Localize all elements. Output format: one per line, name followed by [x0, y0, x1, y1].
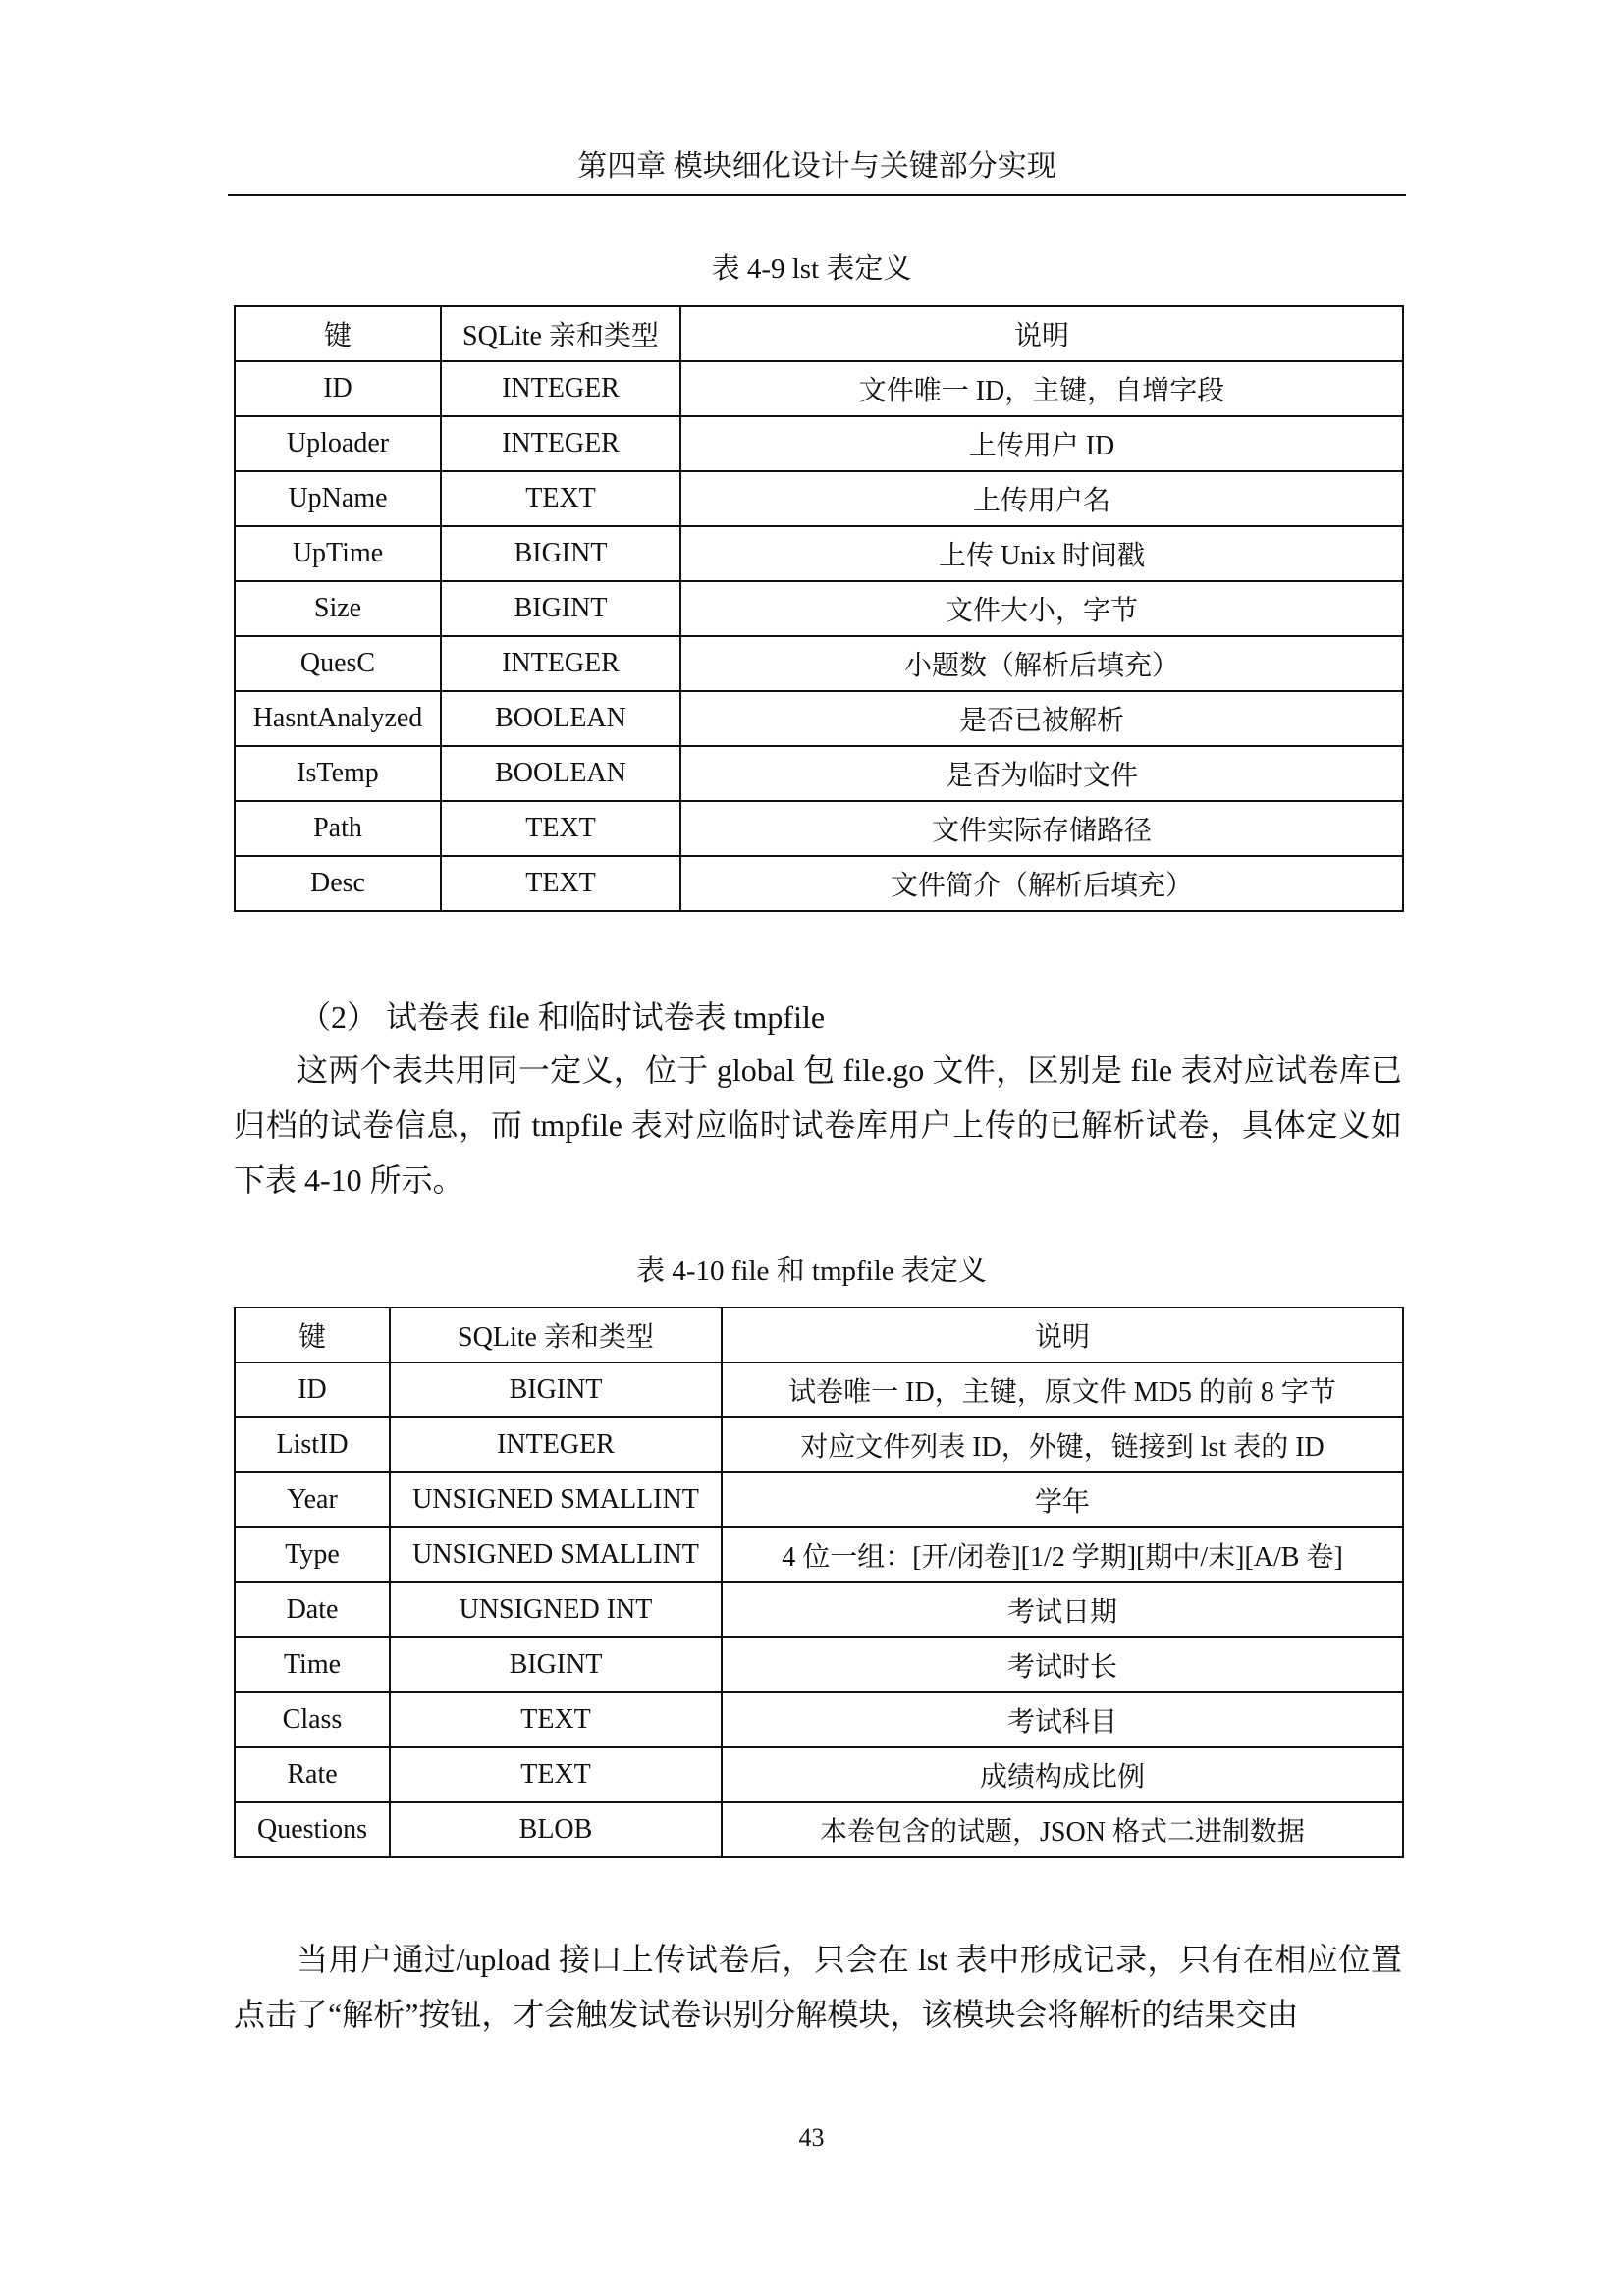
description-cell: 对应文件列表 ID，外键，链接到 lst 表的 ID — [722, 1417, 1403, 1472]
type-cell: INTEGER — [441, 416, 680, 471]
key-cell: Type — [235, 1527, 390, 1582]
type-cell: TEXT — [390, 1747, 722, 1802]
section-heading: （2） 试卷表 file 和临时试卷表 tmpfile — [299, 999, 826, 1035]
table-row — [235, 801, 1403, 856]
description-cell: 考试科目 — [722, 1692, 1403, 1747]
type-cell: BIGINT — [390, 1637, 722, 1692]
description-cell: 试卷唯一 ID，主键，原文件 MD5 的前 8 字节 — [722, 1362, 1403, 1417]
table-row — [235, 1417, 1403, 1472]
column-header: 键 — [235, 306, 441, 361]
table-caption: 表 4-9 lst 表定义 — [711, 253, 912, 285]
lst-definition-table — [234, 305, 1404, 912]
description-cell: 本卷包含的试题，JSON 格式二进制数据 — [722, 1802, 1403, 1857]
type-cell: BIGINT — [390, 1362, 722, 1417]
table-row — [235, 636, 1403, 691]
column-header: SQLite 亲和类型 — [441, 306, 680, 361]
type-cell: INTEGER — [441, 636, 680, 691]
type-cell: INTEGER — [441, 361, 680, 416]
key-cell: Uploader — [235, 416, 441, 471]
table-row — [235, 1802, 1403, 1857]
key-cell: ID — [235, 361, 441, 416]
description-cell: 是否为临时文件 — [680, 746, 1403, 801]
type-cell: INTEGER — [390, 1417, 722, 1472]
header-rule — [228, 194, 1406, 196]
description-cell: 上传 Unix 时间戳 — [680, 526, 1403, 581]
table-header-row — [235, 306, 1403, 361]
key-cell: Path — [235, 801, 441, 856]
type-cell: BOOLEAN — [441, 691, 680, 746]
type-cell: BIGINT — [441, 581, 680, 636]
type-cell: BLOB — [390, 1802, 722, 1857]
key-cell: Rate — [235, 1747, 390, 1802]
table-row — [235, 1747, 1403, 1802]
file-definition-table — [234, 1307, 1404, 1858]
page-number: 43 — [798, 2123, 825, 2152]
description-cell: 文件实际存储路径 — [680, 801, 1403, 856]
description-cell: 上传用户 ID — [680, 416, 1403, 471]
description-cell: 小题数（解析后填充） — [680, 636, 1403, 691]
type-cell: TEXT — [441, 856, 680, 911]
table-row — [235, 1637, 1403, 1692]
key-cell: ID — [235, 1362, 390, 1417]
key-cell: Size — [235, 581, 441, 636]
table-row — [235, 691, 1403, 746]
description-cell: 考试日期 — [722, 1582, 1403, 1637]
description-cell: 4 位一组：[开/闭卷][1/2 学期][期中/末][A/B 卷] — [722, 1527, 1403, 1582]
table-row — [235, 361, 1403, 416]
key-cell: Time — [235, 1637, 390, 1692]
key-cell: Year — [235, 1472, 390, 1527]
type-cell: TEXT — [441, 471, 680, 526]
table-row — [235, 1362, 1403, 1417]
table-row — [235, 416, 1403, 471]
key-cell: HasntAnalyzed — [235, 691, 441, 746]
key-cell: Questions — [235, 1802, 390, 1857]
key-cell: Class — [235, 1692, 390, 1747]
description-cell: 成绩构成比例 — [722, 1747, 1403, 1802]
key-cell: IsTemp — [235, 746, 441, 801]
description-cell: 文件大小，字节 — [680, 581, 1403, 636]
column-header: 键 — [235, 1308, 390, 1362]
table-row — [235, 746, 1403, 801]
table-row — [235, 1582, 1403, 1637]
key-cell: UpTime — [235, 526, 441, 581]
table-row — [235, 1527, 1403, 1582]
type-cell: UNSIGNED SMALLINT — [390, 1472, 722, 1527]
type-cell: BOOLEAN — [441, 746, 680, 801]
column-header: SQLite 亲和类型 — [390, 1308, 722, 1362]
body-paragraph: 当用户通过/upload 接口上传试卷后，只会在 lst 表中形成记录，只有在相应位置点击了“解析”按钮，才会触发试卷识别分解模块，该模块会将解析的结果交由 — [234, 1942, 1402, 2032]
column-header: 说明 — [680, 306, 1403, 361]
table-row — [235, 471, 1403, 526]
description-cell: 文件唯一 ID，主键，自增字段 — [680, 361, 1403, 416]
type-cell: UNSIGNED INT — [390, 1582, 722, 1637]
body-paragraph: 这两个表共用同一定义，位于 global 包 file.go 文件，区别是 file 表对应试卷库已归档的试卷信息，而 tmpfile 表对应临时试卷库用户上传的已解析试卷，具体定义如下表 4-10 所示。 — [234, 1052, 1402, 1198]
table-row — [235, 856, 1403, 911]
description-cell: 学年 — [722, 1472, 1403, 1527]
key-cell: ListID — [235, 1417, 390, 1472]
description-cell: 文件简介（解析后填充） — [680, 856, 1403, 911]
type-cell: TEXT — [441, 801, 680, 856]
type-cell: UNSIGNED SMALLINT — [390, 1527, 722, 1582]
description-cell: 上传用户名 — [680, 471, 1403, 526]
table-row — [235, 526, 1403, 581]
table-row — [235, 581, 1403, 636]
column-header: 说明 — [722, 1308, 1403, 1362]
key-cell: Desc — [235, 856, 441, 911]
running-header: 第四章 模块细化设计与关键部分实现 — [577, 150, 1056, 183]
key-cell: QuesC — [235, 636, 441, 691]
table-caption: 表 4-10 file 和 tmpfile 表定义 — [636, 1255, 987, 1287]
type-cell: TEXT — [390, 1692, 722, 1747]
table-row — [235, 1692, 1403, 1747]
type-cell: BIGINT — [441, 526, 680, 581]
description-cell: 考试时长 — [722, 1637, 1403, 1692]
key-cell: UpName — [235, 471, 441, 526]
key-cell: Date — [235, 1582, 390, 1637]
description-cell: 是否已被解析 — [680, 691, 1403, 746]
table-header-row — [235, 1308, 1403, 1362]
table-row — [235, 1472, 1403, 1527]
